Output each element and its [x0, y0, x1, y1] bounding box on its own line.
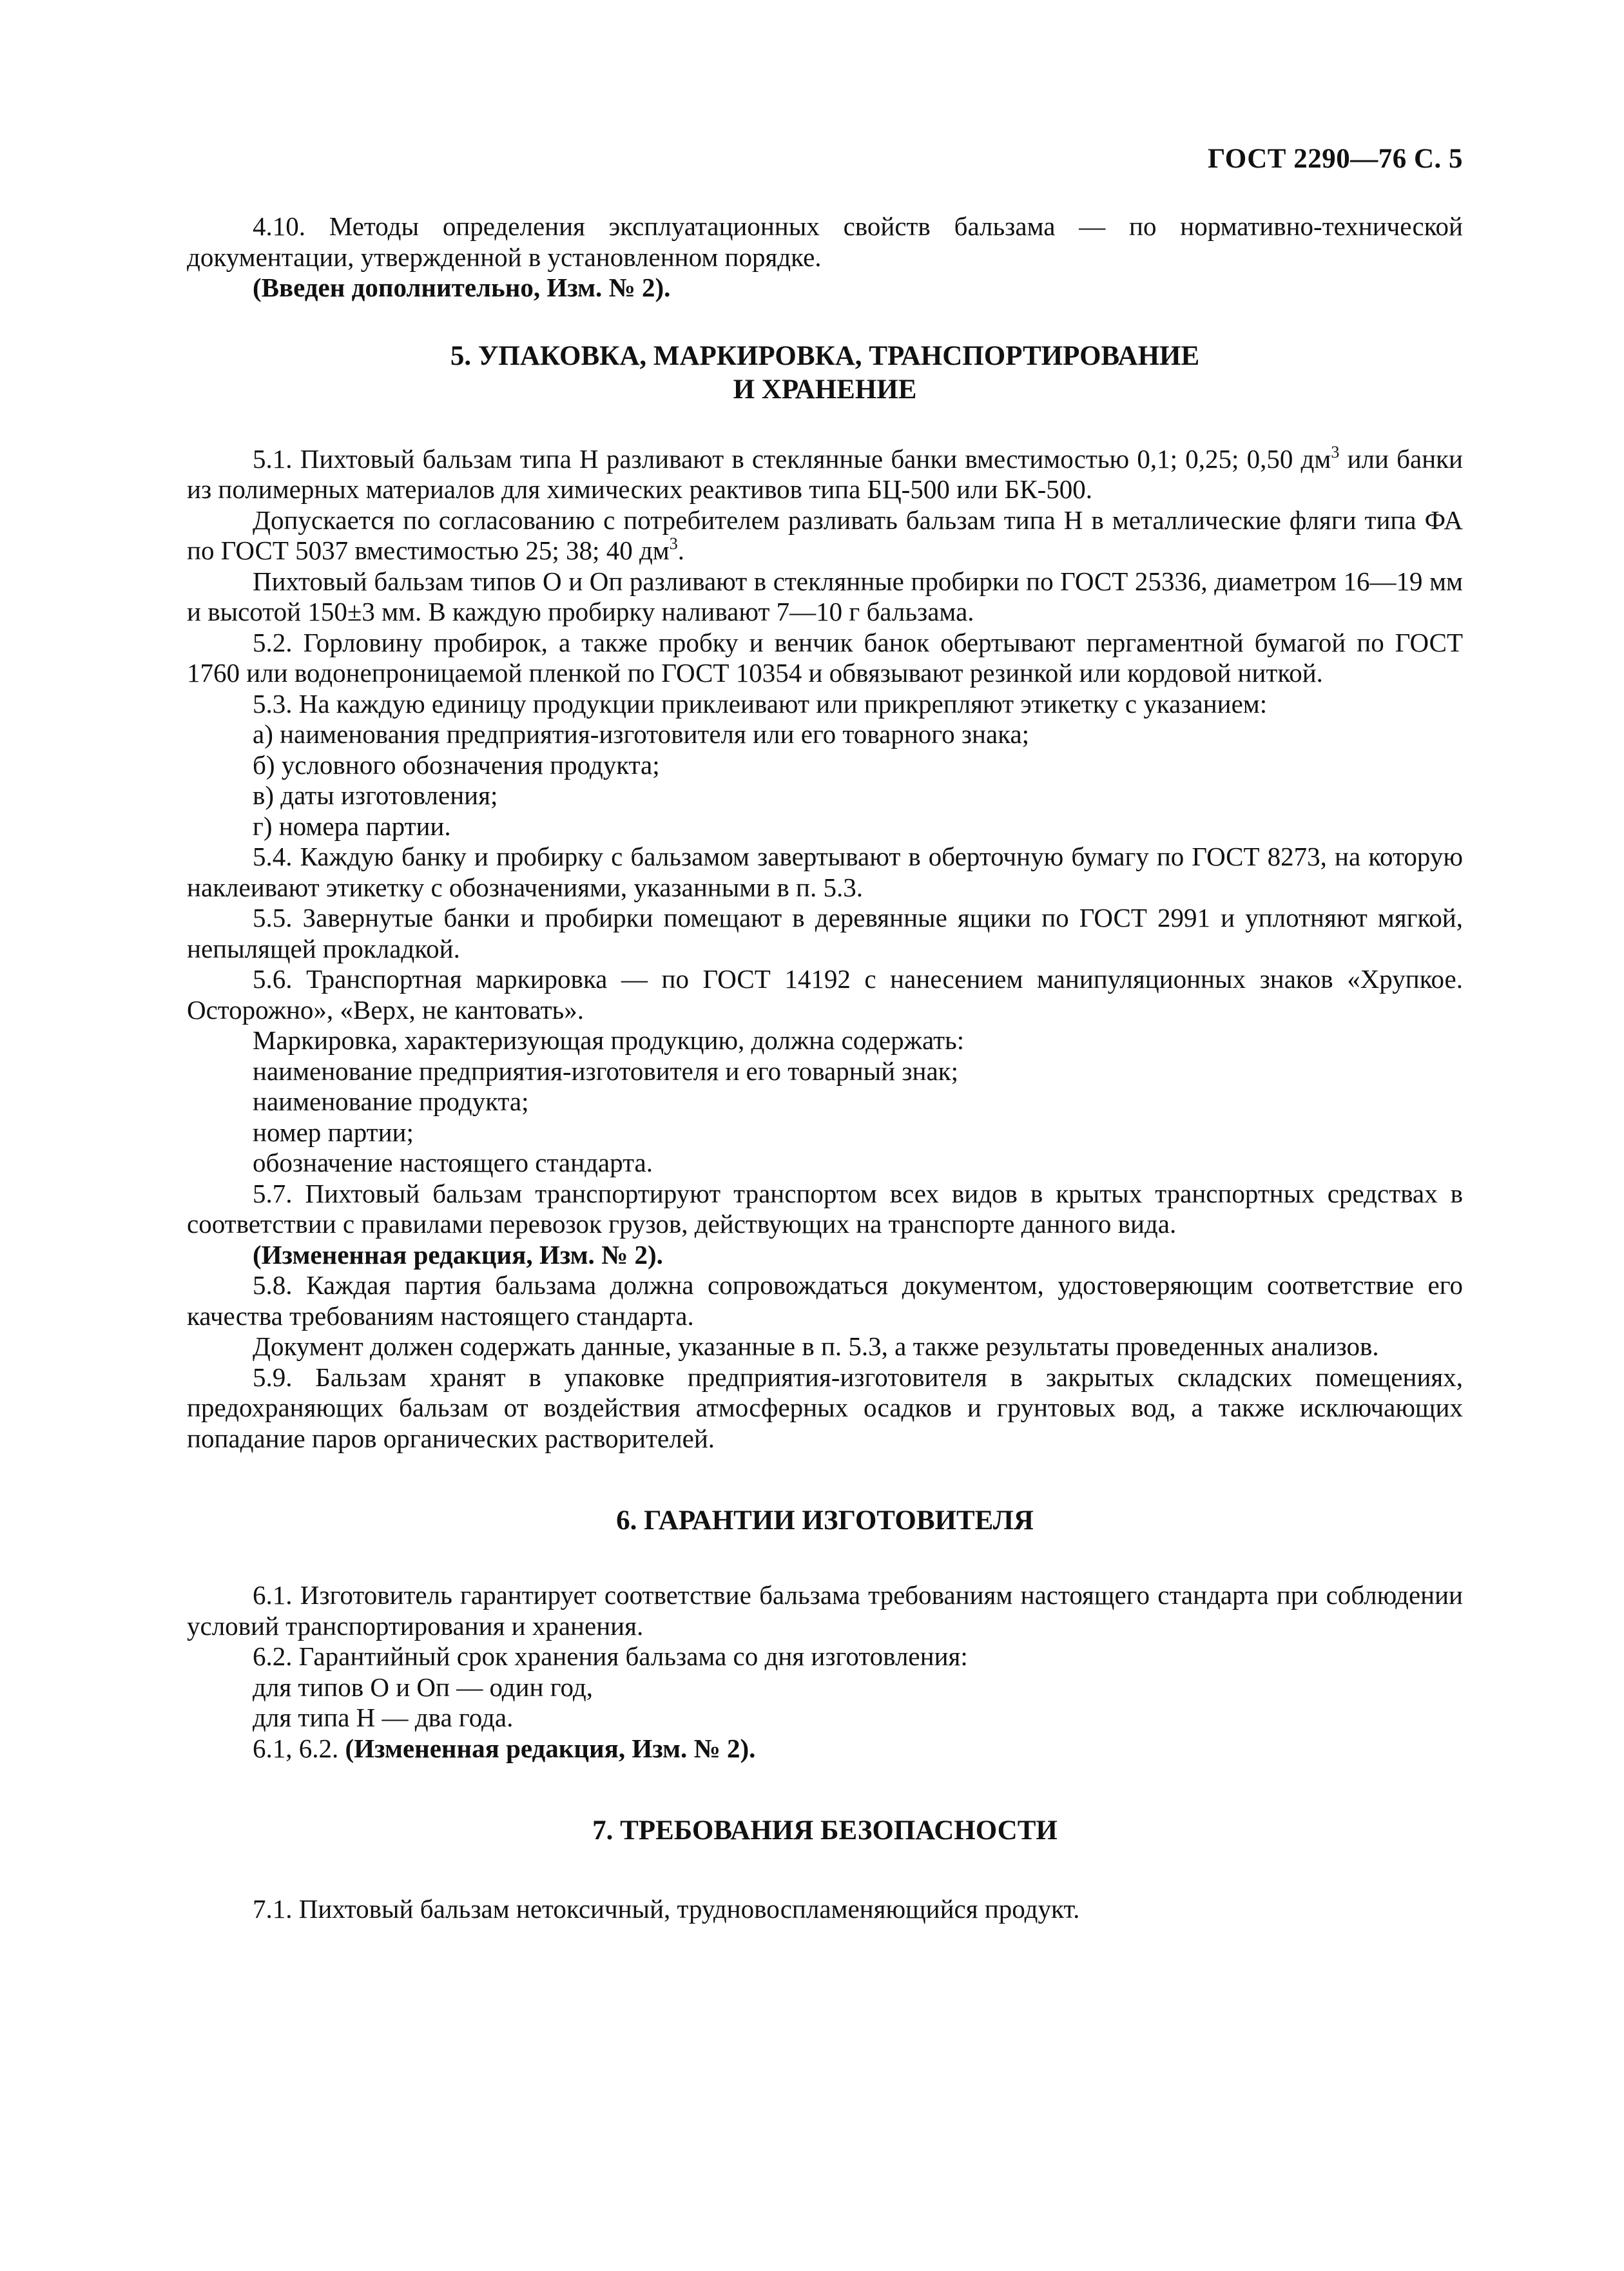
- paragraph-5-1-c: Пихтовый бальзам типов О и Оп разливают в стеклянные пробирки по ГОСТ 25336, диаметром 16—19 мм и высотой 150±3 мм. В каждую пробирку наливают 7—10 г бальзама.: [187, 566, 1463, 626]
- note-prefix: 6.1, 6.2.: [253, 1733, 345, 1763]
- amendment-note: (Измененная редакция, Изм. № 2).: [253, 1239, 663, 1270]
- superscript: 3: [669, 534, 678, 553]
- paragraph-5-1-b-end: .: [677, 536, 685, 565]
- paragraph-4-10: 4.10. Методы определения эксплуатационных свойств бальзама — по нормативно-технической документации, утвержденной в установленном порядке.: [187, 211, 1463, 272]
- amendment-note: (Введен дополнительно, Изм. № 2).: [253, 273, 671, 302]
- document-body: [187, 211, 1463, 1925]
- paragraph-5-1-text: 5.1. Пихтовый бальзам типа Н разливают в стеклянные банки вместимостью 0,1; 0,25; 0,50 дм: [253, 443, 1331, 474]
- paragraph-6-2: 6.2. Гарантийный срок хранения бальзама со дня изготовления:: [253, 1641, 968, 1671]
- section-7-heading: 7. ТРЕБОВАНИЯ БЕЗОПАСНОСТИ: [592, 1815, 1058, 1846]
- list-item: б) условного обозначения продукта;: [253, 749, 660, 780]
- superscript: 3: [1331, 442, 1340, 461]
- list-item: г) номера партии.: [253, 811, 451, 841]
- list-item: обозначение настоящего стандарта.: [253, 1148, 653, 1177]
- paragraph-5-6-b: Маркировка, характеризующая продукцию, должна содержать:: [253, 1025, 965, 1055]
- paragraph-5-1-text-cont: или банки из полимерных материалов для химических реактивов типа БЦ-500 или БК-500.: [187, 443, 1464, 504]
- paragraph-5-5: 5.5. Завернутые банки и пробирки помещают в деревянные ящики по ГОСТ 2991 и уплотняют мягкой, непылящей прокладкой.: [187, 903, 1463, 963]
- list-item: для типов О и Оп — один год,: [253, 1672, 593, 1702]
- paragraph-5-6: 5.6. Транспортная маркировка — по ГОСТ 14192 с нанесением манипуляционных знаков «Хрупкое. Осторожно», «Верх, не кантовать».: [187, 964, 1463, 1025]
- paragraph-5-1-b-text: Допускается по согласованию с потребителем разливать бальзам типа Н в металлические фляги типа ФА по ГОСТ 5037 вместимостью 25; 38; 40 дм: [187, 505, 1463, 565]
- list-item: в) даты изготовления;: [253, 780, 498, 810]
- paragraph-5-8-b: Документ должен содержать данные, указанные в п. 5.3, а также результаты проведенных анализов.: [253, 1331, 1379, 1361]
- amendment-note-6: [187, 1734, 1463, 1764]
- list-item: наименование продукта;: [253, 1087, 529, 1116]
- paragraph-5-1-b: [187, 505, 1463, 566]
- paragraph-5-3: 5.3. На каждую единицу продукции приклеивают или прикрепляют этикетку с указанием:: [253, 688, 1268, 719]
- list-item: наименование предприятия-изготовителя и его товарный знак;: [253, 1056, 958, 1086]
- paragraph-5-7: 5.7. Пихтовый бальзам транспортируют транспортом всех видов в крытых транспортных средствах в соответствии с правилами перевозок грузов, действующих на транспорте данного вида.: [187, 1178, 1463, 1239]
- section-5-heading-line-2: И ХРАНЕНИЕ: [733, 374, 917, 405]
- section-6-heading: 6. ГАРАНТИИ ИЗГОТОВИТЕЛЯ: [616, 1505, 1034, 1536]
- list-item: для типа Н — два года.: [253, 1703, 514, 1732]
- running-header: ГОСТ 2290—76 С. 5: [1207, 144, 1463, 174]
- paragraph-5-4: 5.4. Каждую банку и пробирку с бальзамом завертывают в оберточную бумагу по ГОСТ 8273, на которую наклеивают этикетку с обозначениями, указанными в п. 5.3.: [187, 842, 1463, 902]
- list-item: номер партии;: [253, 1117, 414, 1147]
- section-5-heading-line-1: 5. УПАКОВКА, МАРКИРОВКА, ТРАНСПОРТИРОВАНИЕ: [450, 340, 1200, 371]
- paragraph-5-2: 5.2. Горловину пробирок, а также пробку и венчик банок обертывают пергаментной бумагой по ГОСТ 1760 или водонепроницаемой пленкой по ГОСТ 10354 и обвязывают резинкой или кордовой ниткой.: [187, 627, 1463, 688]
- list-item: а) наименования предприятия-изготовителя или его товарного знака;: [253, 719, 1030, 749]
- paragraph-5-1: [187, 444, 1463, 505]
- paragraph-5-8: 5.8. Каждая партия бальзама должна сопровождаться документом, удостоверяющим соответствие его качества требованиям настоящего стандарта.: [187, 1270, 1463, 1331]
- section-5-heading: [187, 340, 1463, 407]
- note-text: (Измененная редакция, Изм. № 2).: [345, 1733, 756, 1763]
- paragraph-7-1: 7.1. Пихтовый бальзам нетоксичный, трудновоспламеняющийся продукт.: [253, 1894, 1080, 1924]
- paragraph-5-9: 5.9. Бальзам хранят в упаковке предприятия-изготовителя в закрытых складских помещениях, предохраняющих бальзам от воздействия атмосферных осадков и грунтовых вод, а также исключающих попадание паров органических растворителей.: [187, 1362, 1463, 1453]
- paragraph-6-1: 6.1. Изготовитель гарантирует соответствие бальзама требованиям настоящего стандарта при соблюдении условий транспортирования и хранения.: [187, 1580, 1463, 1641]
